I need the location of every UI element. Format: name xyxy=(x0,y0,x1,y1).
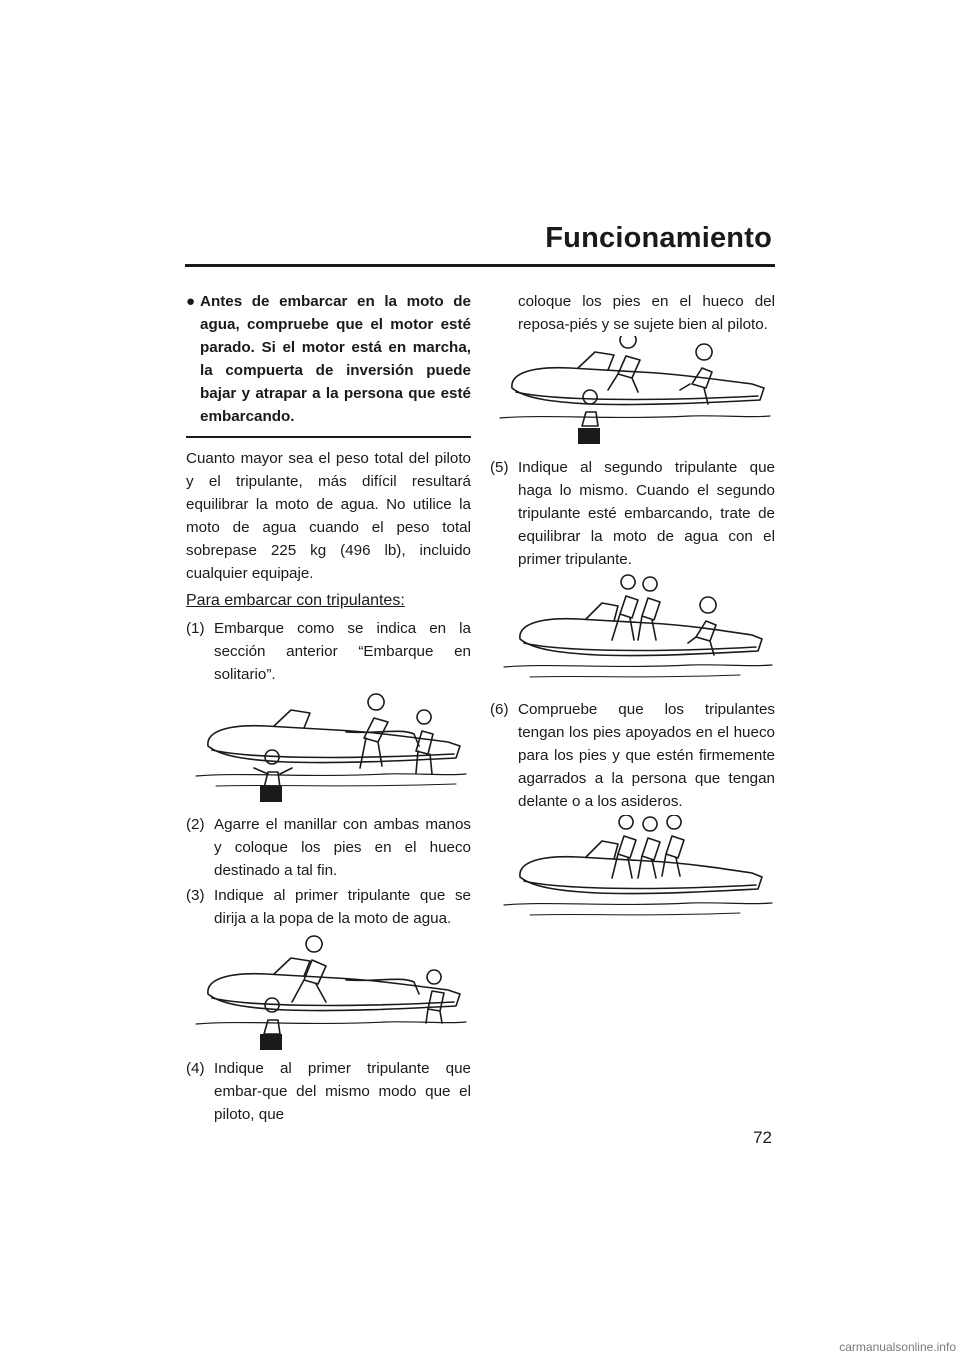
section-subheading: Para embarcar con tripulantes: xyxy=(186,592,405,609)
warning-rule xyxy=(186,436,471,438)
page-title: Funcionamiento xyxy=(545,222,772,254)
left-column xyxy=(186,290,471,1128)
right-column xyxy=(490,290,775,935)
page-number: 72 xyxy=(753,1128,772,1147)
watercraft-illustration-4 xyxy=(490,573,775,698)
step-2: (2) Agarre el manillar con ambas manos y coloque los pies en el hueco destinado a tal fin. xyxy=(186,816,471,879)
bullet-icon: ● xyxy=(186,293,196,310)
step-1: (1) Embarque como se indica en la sección anterior “Embarque en solitario”. xyxy=(186,620,471,683)
intro-paragraph: Cuanto mayor sea el peso total del piloto y el tripulante, más difícil resultará equilibrar la moto de agua. No utilice la moto de agua cuando el peso total sobrepase 225 kg (496 lb), incluido cualquier equipaje. xyxy=(186,450,471,582)
step-6: (6) Compruebe que los tripulantes tengan los pies apoyados en el hueco para los pies y que estén firmemente agarrados a la persona que tengan delante o a los asideros. xyxy=(490,701,775,810)
watercraft-illustration-2 xyxy=(186,932,471,1057)
warning-text: Antes de embarcar en la moto de agua, compruebe que el motor esté parado. Si el motor está en marcha, la compuerta de inversión puede bajar y atrapar a la persona que esté embarcando. xyxy=(200,293,471,425)
step-3: (3) Indique al primer tripulante que se dirija a la popa de la moto de agua. xyxy=(186,887,471,927)
step-4: (4) Indique al primer tripulante que embar-que del mismo modo que el piloto, que xyxy=(186,1060,471,1123)
watercraft-illustration-1 xyxy=(186,688,471,813)
step-5: (5) Indique al segundo tripulante que haga lo mismo. Cuando el segundo tripulante esté embarcando, trate de equilibrar la moto de agua con el primer tripulante. xyxy=(490,459,775,568)
header-rule xyxy=(185,264,775,267)
warning-box xyxy=(186,290,471,428)
watercraft-illustration-3 xyxy=(490,336,775,456)
footer-watermark[interactable]: carmanualsonline.info xyxy=(839,1340,956,1354)
step-4-continued: coloque los pies en el hueco del reposa-piés y se sujete bien al piloto. xyxy=(518,293,775,333)
watercraft-illustration-5 xyxy=(490,815,775,935)
